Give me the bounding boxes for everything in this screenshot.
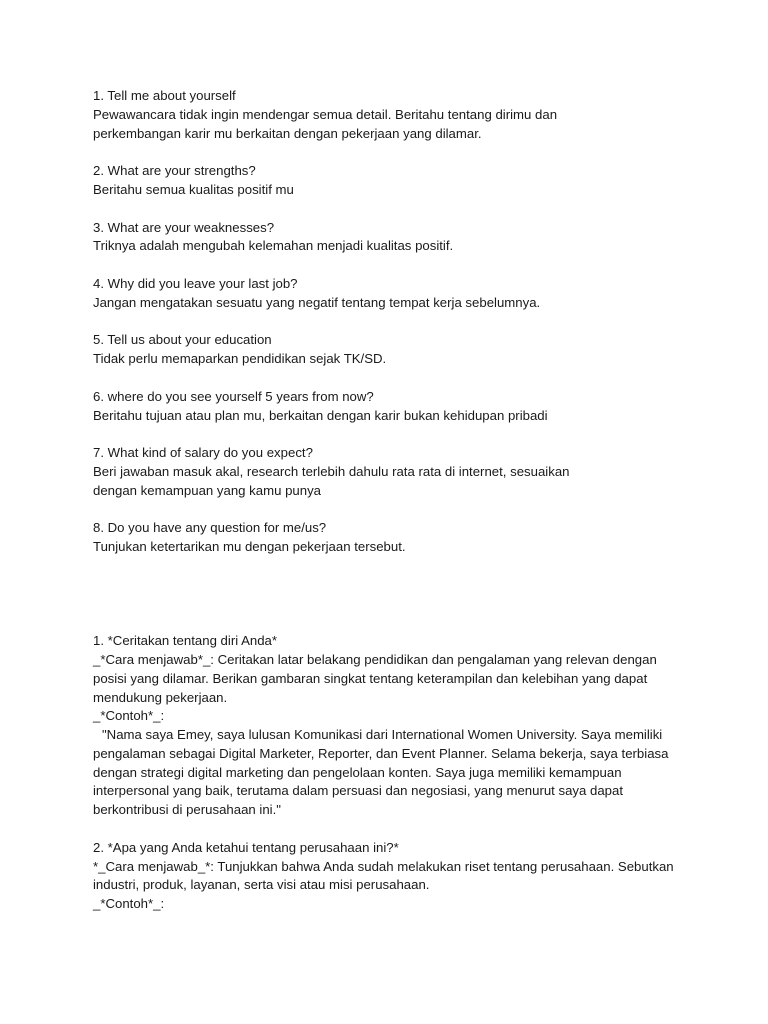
detailed-item-2 <box>93 839 693 914</box>
answer-line: Beri jawaban masuk akal, research terlebih dahulu rata rata di internet, sesuaikan <box>93 463 570 479</box>
spacer <box>93 501 693 520</box>
answer-line: Jangan mengatakan sesuatu yang negatif tentang tempat kerja sebelumnya. <box>93 294 541 310</box>
detailed-item-1 <box>93 632 693 820</box>
how-to-answer-line: posisi yang dilamar. Berikan gambaran singkat tentang keterampilan dan kelebihan yang dapat <box>93 670 648 686</box>
qa-item-3 <box>93 219 693 257</box>
qa-item-4 <box>93 275 693 313</box>
question-text: 5. Tell us about your education <box>93 332 272 348</box>
answer-line: dengan kemampuan yang kamu punya <box>93 482 322 498</box>
qa-item-7 <box>93 444 693 500</box>
spacer <box>93 143 693 162</box>
qa-item-8 <box>93 519 693 557</box>
answer-line: perkembangan karir mu berkaitan dengan pekerjaan yang dilamar. <box>93 125 482 141</box>
spacer <box>93 369 693 388</box>
document-page <box>93 87 693 914</box>
question-title: 1. *Ceritakan tentang diri Anda* <box>93 633 278 649</box>
example-line: "Nama saya Emey, saya lulusan Komunikasi dari International Women University. Saya memiliki <box>102 727 663 743</box>
question-title: 2. *Apa yang Anda ketahui tentang perusahaan ini?* <box>93 839 399 855</box>
example-line: dengan strategi digital marketing dan pengelolaan konten. Saya juga memiliki kemampuan <box>93 764 622 780</box>
spacer <box>93 820 693 839</box>
example-label: _*Contoh*_: <box>93 708 165 724</box>
how-to-answer-line: mendukung pekerjaan. <box>93 689 228 705</box>
question-text: 6. where do you see yourself 5 years from now? <box>93 388 374 404</box>
example-line: berkontribusi di perusahaan ini." <box>93 802 281 818</box>
answer-line: Beritahu tujuan atau plan mu, berkaitan dengan karir bukan kehidupan pribadi <box>93 407 548 423</box>
answer-line: Tidak perlu memaparkan pendidikan sejak TK/SD. <box>93 351 387 367</box>
spacer <box>93 425 693 444</box>
qa-item-5 <box>93 331 693 369</box>
spacer <box>93 256 693 275</box>
spacer <box>93 313 693 332</box>
answer-line: Triknya adalah mengubah kelemahan menjadi kualitas positif. <box>93 238 454 254</box>
qa-item-6 <box>93 388 693 426</box>
section-gap <box>93 557 693 632</box>
answer-line: Tunjukan ketertarikan mu dengan pekerjaan tersebut. <box>93 539 406 555</box>
example-label: _*Contoh*_: <box>93 896 165 912</box>
example-line: interpersonal yang baik, terutama dalam persuasi dan negosiasi, yang menurut saya dapat <box>93 783 624 799</box>
spacer <box>93 200 693 219</box>
question-text: 3. What are your weaknesses? <box>93 219 275 235</box>
question-text: 2. What are your strengths? <box>93 163 256 179</box>
qa-item-2 <box>93 162 693 200</box>
how-to-answer-line: industri, produk, layanan, serta visi atau misi perusahaan. <box>93 877 430 893</box>
example-line: pengalaman sebagai Digital Marketer, Reporter, dan Event Planner. Selama bekerja, saya terbiasa <box>93 745 669 761</box>
how-to-answer-line: *_Cara menjawab_*: Tunjukkan bahwa Anda sudah melakukan riset tentang perusahaan. Sebutkan <box>93 858 674 874</box>
answer-line: Pewawancara tidak ingin mendengar semua detail. Beritahu tentang dirimu dan <box>93 106 558 122</box>
question-text: 7. What kind of salary do you expect? <box>93 445 313 461</box>
qa-item-1 <box>93 87 693 143</box>
answer-line: Beritahu semua kualitas positif mu <box>93 181 294 197</box>
question-text: 4. Why did you leave your last job? <box>93 275 298 291</box>
how-to-answer-line: _*Cara menjawab*_: Ceritakan latar belakang pendidikan dan pengalaman yang relevan dengan <box>93 651 657 667</box>
question-text: 8. Do you have any question for me/us? <box>93 520 327 536</box>
question-text: 1. Tell me about yourself <box>93 88 236 103</box>
